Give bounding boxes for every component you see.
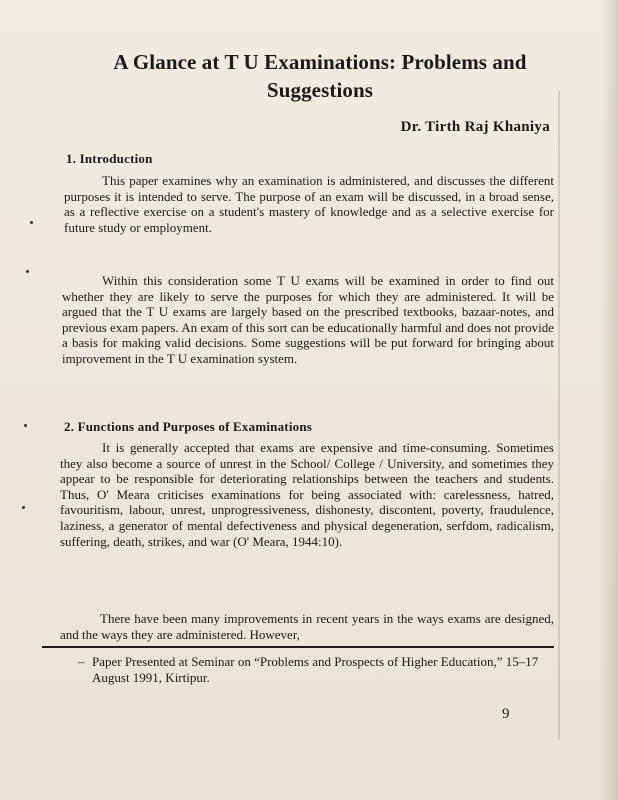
footnote-text: Paper Presented at Seminar on “Problems and Prospects of Higher Education,” 15–17 August 1991, Kirtipur. — [92, 654, 539, 685]
footnote-dash: – — [78, 654, 85, 669]
margin-speck — [24, 424, 27, 427]
article-title: A Glance at T U Examinations: Problems and Suggestions — [113, 50, 527, 102]
margin-speck — [30, 221, 33, 224]
section-heading-introduction: 1. Introduction — [66, 151, 153, 166]
margin-speck — [26, 270, 29, 273]
page-number: 9 — [502, 706, 510, 722]
margin-speck — [22, 506, 25, 509]
paragraph: There have been many improvements in recent years in the ways exams are designed, and the ways they are administered. However, — [60, 611, 554, 642]
footnote-divider — [42, 646, 554, 648]
paragraph: Within this consideration some T U exams will be examined in order to find out whether they are likely to serve the purposes for which they are administered. It will be argued that the T U exams are largely based on the prescribed textbooks, bazaar-notes, and previous exam papers. An exam of this sort can be educationally harmful and does not provide a basis for making valid decisions. Some suggestions will be put forward for bringing about improvement in the T U examination system. — [62, 273, 554, 366]
paragraph: It is generally accepted that exams are expensive and time-consuming. Sometimes they also become a source of unrest in the School/ College / University, and sometimes they appear to be responsible for deteriorating relationships between the teachers and students. Thus, O' Meara criticises examinations for being associated with: carelessness, hatred, favouritism, labour, unrest, unprogressiveness, dishonesty, discontent, poverty, fraudulence, laziness, a generator of mental defectiveness and physical degeneration, serfdom, radicalism, suffering, death, strikes, and war (O' Meara, 1944:10). — [60, 440, 554, 549]
section-heading-functions: 2. Functions and Purposes of Examinations — [64, 419, 313, 434]
page-edge-shadow — [600, 0, 618, 800]
paragraph: This paper examines why an examination is administered, and discusses the different purposes it is intended to serve. The purpose of an exam will be discussed, in a broad sense, as a reflective exercise on a student's mastery of knowledge and as a selective exercise for future study or employment. — [64, 173, 554, 235]
article-author: Dr. Tirth Raj Khaniya — [400, 119, 550, 135]
page-fold-line — [558, 90, 560, 740]
footnote — [78, 654, 542, 686]
